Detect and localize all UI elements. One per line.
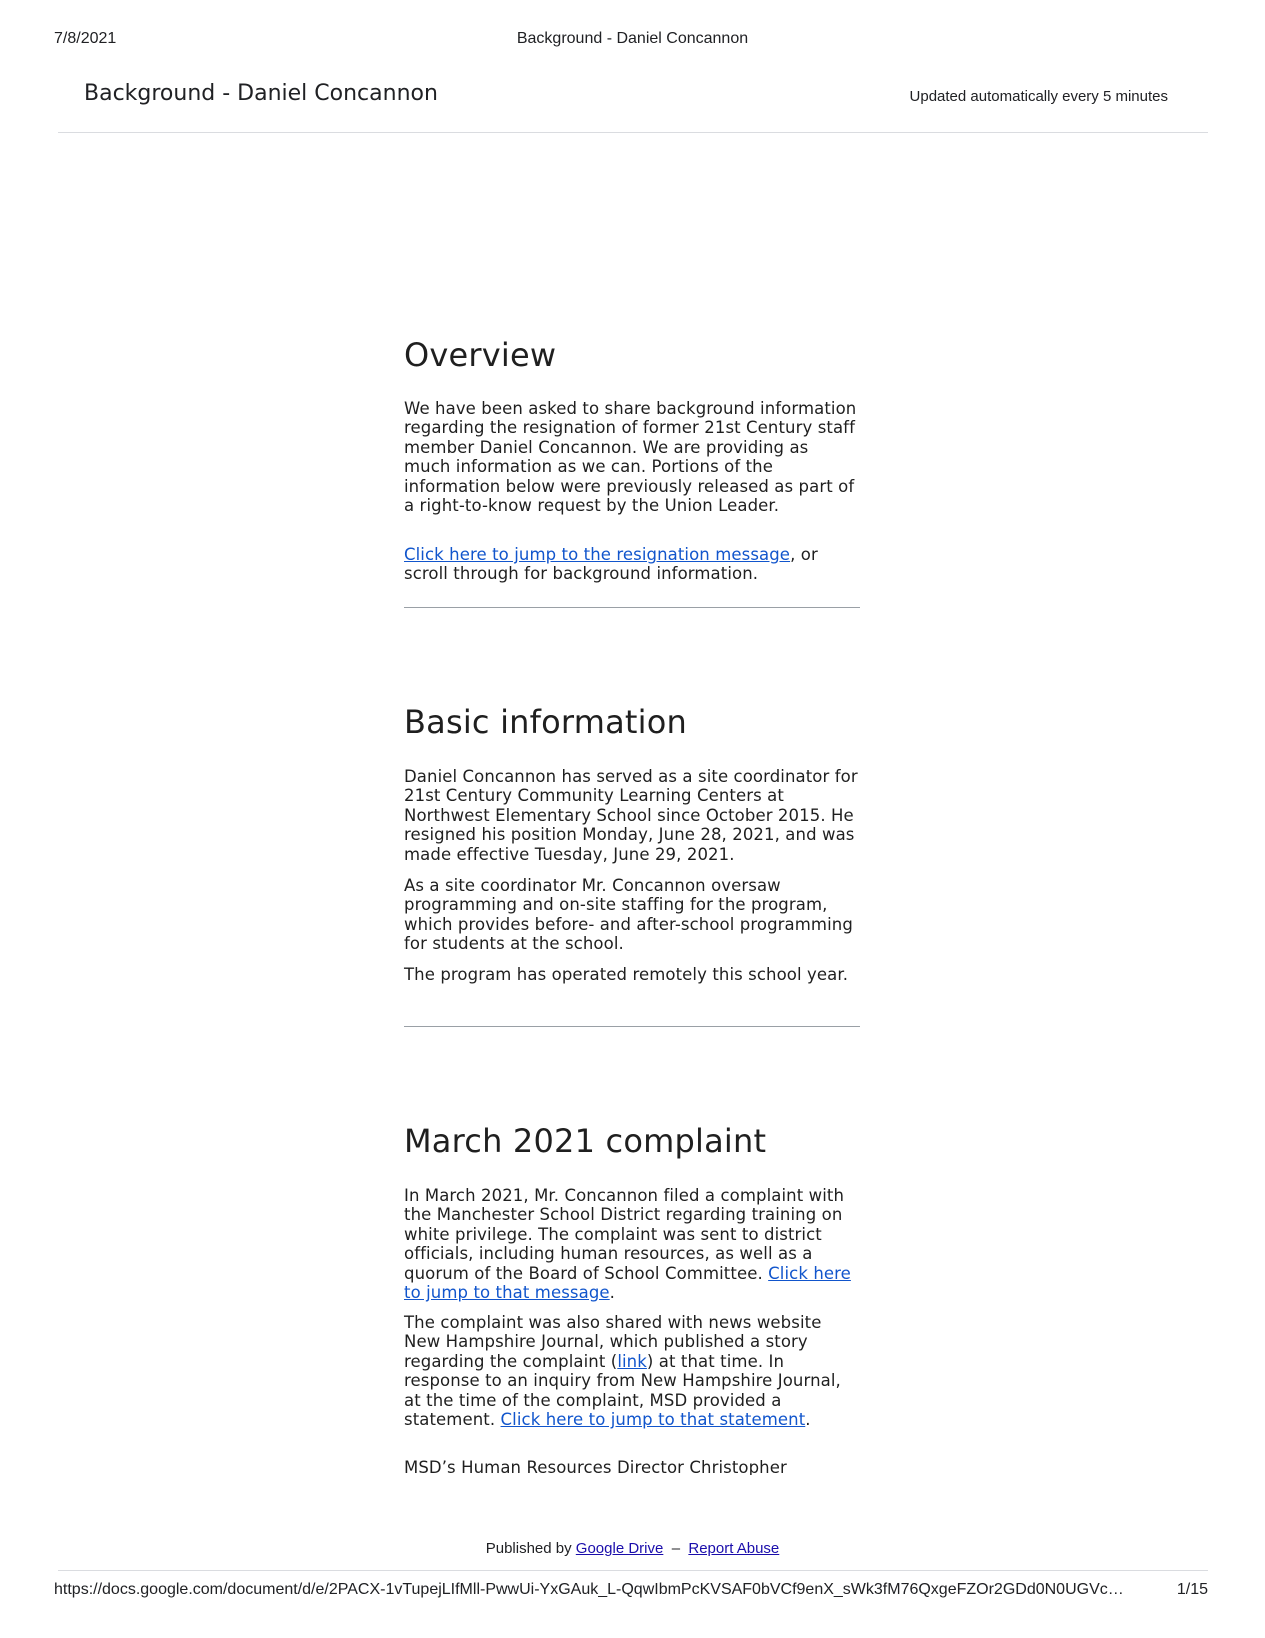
section-overview bbox=[404, 335, 860, 375]
complaint-paragraph bbox=[404, 1186, 860, 1302]
complaint-p2 bbox=[404, 1313, 860, 1429]
doc-title: Background - Daniel Concannon bbox=[84, 81, 438, 106]
overview-body bbox=[404, 399, 860, 515]
jump-to-statement-link[interactable]: Click here to jump to that statement bbox=[500, 1410, 806, 1430]
site-coordinator-paragraph: As a site coordinator Mr. Concannon oversaw programming and on-site staffing for the program, which provides before- and after-school programming for students at the school. bbox=[404, 876, 853, 954]
auto-update-status: Updated automatically every 5 minutes bbox=[909, 88, 1168, 105]
section-march-2021-complaint bbox=[404, 1121, 860, 1161]
footer-separator: – bbox=[671, 1540, 681, 1557]
complaint-heading: March 2021 complaint bbox=[404, 1122, 767, 1160]
complaint-text: In March 2021, Mr. Concannon filed a complaint with the Manchester School District regarding training on white privilege. The complaint was sent to district officials, including human resources, as well as a quorum of the Board of School Committee. bbox=[404, 1186, 845, 1283]
complaint-period: . bbox=[609, 1283, 616, 1303]
jump-to-message-link[interactable]: Click here to jump to that message bbox=[404, 1263, 851, 1303]
published-by-label: Published by bbox=[485, 1540, 572, 1557]
basic-p2 bbox=[404, 876, 860, 954]
google-drive-link[interactable]: Google Drive bbox=[575, 1540, 664, 1557]
print-date: 7/8/2021 bbox=[54, 30, 117, 47]
basic-p1 bbox=[404, 767, 860, 864]
overview-jump-rest: , or scroll through for background information. bbox=[404, 545, 818, 584]
news-story-paragraph bbox=[404, 1313, 860, 1429]
print-title: Background - Daniel Concannon bbox=[516, 30, 749, 47]
overview-heading: Overview bbox=[404, 336, 557, 374]
section-divider bbox=[404, 1026, 860, 1027]
overview-jump-paragraph bbox=[404, 545, 860, 584]
basic-information-heading: Basic information bbox=[404, 703, 687, 741]
doc-header bbox=[58, 78, 1208, 133]
basic-p3 bbox=[404, 965, 860, 984]
news-period: . bbox=[805, 1410, 811, 1430]
published-by-bar bbox=[0, 1540, 1265, 1557]
footer-divider bbox=[58, 1570, 1208, 1571]
resignation-message-link[interactable]: Click here to jump to the resignation message bbox=[404, 545, 791, 564]
section-divider bbox=[404, 607, 860, 608]
section-basic-information bbox=[404, 702, 860, 742]
report-abuse-link[interactable]: Report Abuse bbox=[688, 1540, 780, 1557]
complaint-p3-clipped bbox=[404, 1458, 860, 1475]
basic-information-paragraph: Daniel Concannon has served as a site coordinator for 21st Century Community Learning Centers at Northwest Elementary School since October 2015. He resigned his position Monday, June 28, 2021, and was made effective Tuesday, June 29, 2021. bbox=[404, 767, 858, 864]
hr-director-paragraph: MSD’s Human Resources Director Christopher bbox=[404, 1458, 787, 1475]
remote-program-paragraph: The program has operated remotely this school year. bbox=[404, 965, 849, 984]
page-number: 1/15 bbox=[1176, 1581, 1208, 1598]
overview-paragraph: We have been asked to share background information regarding the resignation of former 21st Century staff member Daniel Concannon. We are providing as much information as we can. Portions of the information below were previously released as part of a right-to-know request by the Union Leader. bbox=[404, 399, 857, 516]
complaint-p1 bbox=[404, 1186, 860, 1302]
page-url: https://docs.google.com/document/d/e/2PACX-1vTupejLIfMll-PwwUi-YxGAuk_L-QqwIbmPcKVSAF0bVCf9enX_sWk3fM76QxgeFZOr2GDd0N0UGVc… bbox=[54, 1581, 1124, 1598]
news-story-link[interactable]: link bbox=[617, 1351, 647, 1371]
news-text-a: The complaint was also shared with news website New Hampshire Journal, which published a story regarding the complaint ( bbox=[404, 1313, 822, 1371]
overview-jump bbox=[404, 545, 860, 584]
news-text-b: ) at that time. In response to an inquiry from New Hampshire Journal, at the time of the complaint, MSD provided a statement. bbox=[404, 1351, 841, 1430]
